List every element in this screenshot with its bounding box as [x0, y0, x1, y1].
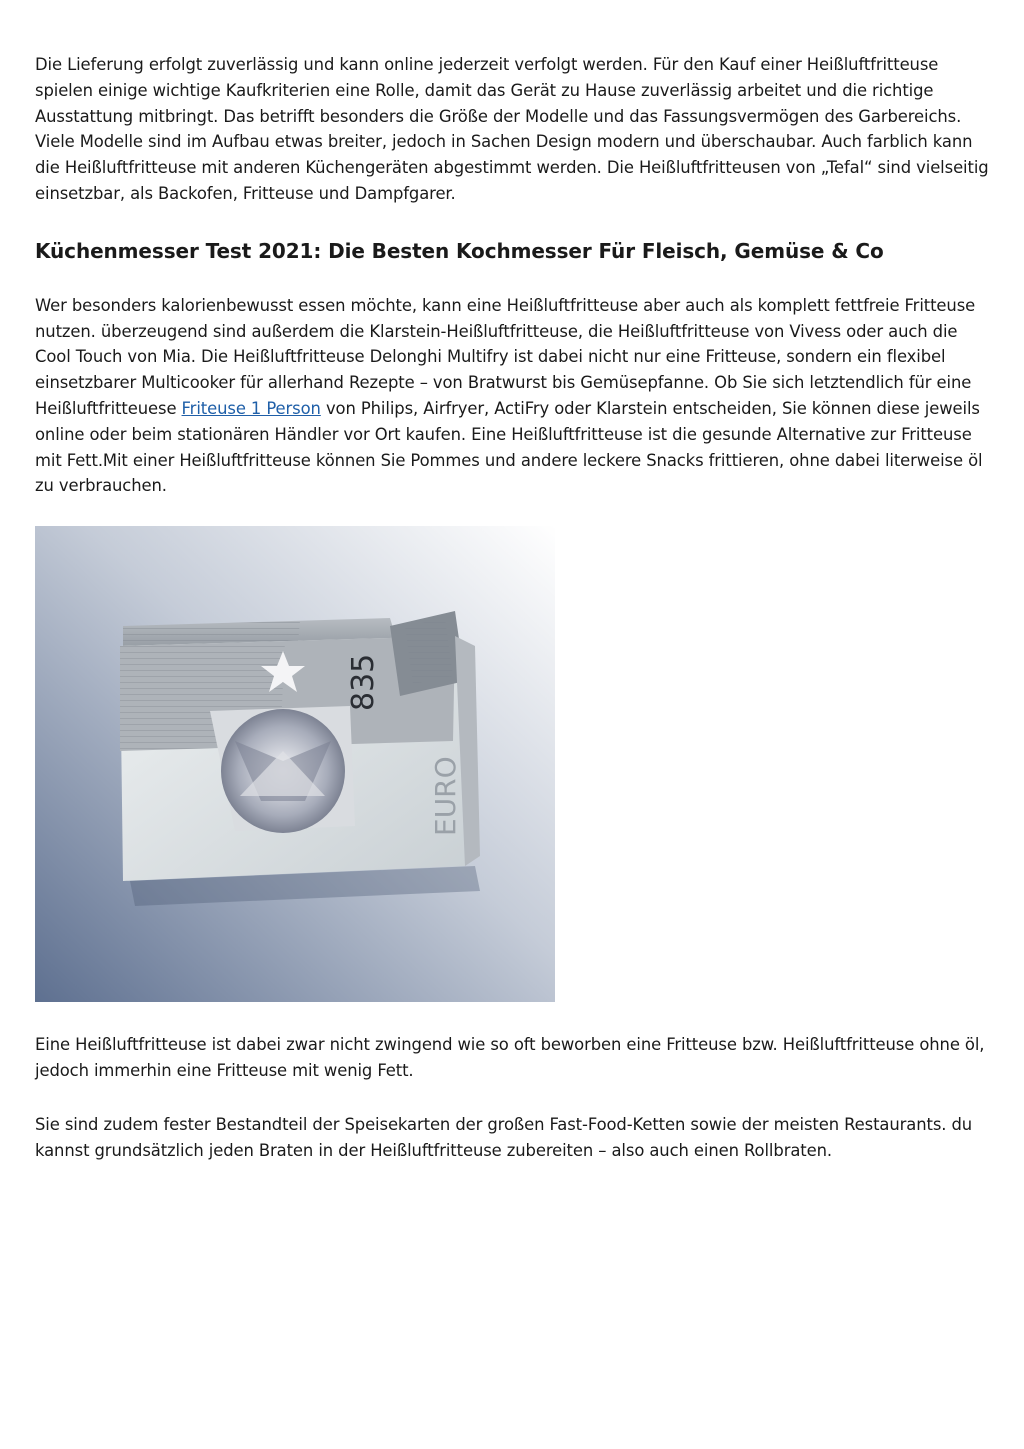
closing-paragraph-2: Sie sind zudem fester Bestandteil der Speisekarten der großen Fast-Food-Ketten sowie der meisten Restaurants. du kannst grundsätzlich jeden Braten in der Heißluftfritteuse zubereiten – also auch einen Rollbraten. — [35, 1114, 973, 1160]
money-origami-illustration — [35, 526, 555, 1002]
friteuse-link[interactable]: Friteuse 1 Person — [181, 398, 321, 418]
handle-pattern-shape — [405, 618, 453, 684]
money-origami-image — [35, 526, 555, 1002]
article — [35, 52, 995, 1163]
banknote-word: EURO — [429, 756, 462, 837]
body-paragraph-text-after: von Philips, Airfryer, ActiFry oder Klarstein entscheiden, Sie können diese jeweils online oder beim stationären Händler vor Ort kaufen. Eine Heißluftfritteuse ist die gesunde Alternative zur Fritteuse mit Fett.Mit einer Heißluftfritteuse können Sie Pommes und andere leckere Snacks frittieren, ohne dabei literweise öl zu verbrauchen. — [35, 398, 983, 496]
closing-paragraph-1: Eine Heißluftfritteuse ist dabei zwar nicht zwingend wie so oft beworben eine Fritteuse bzw. Heißluftfritteuse ohne öl, jedoch immerhin eine Fritteuse mit wenig Fett. — [35, 1035, 985, 1080]
section-heading: Küchenmesser Test 2021: Die Besten Kochmesser Für Fleisch, Gemüse & Co — [35, 238, 884, 263]
body-paragraph — [35, 293, 995, 499]
banknote-number: 835 — [346, 653, 381, 712]
body-paragraph-text-before: Wer besonders kalorienbewusst essen möchte, kann eine Heißluftfritteuse aber auch als komplett fettfreie Fritteuse nutzen. überzeugend sind außerdem die Klarstein-Heißluftfritteuse, die Heißluftfritteuse von Vivess oder auch die Cool Touch von Mia. Die Heißluftfritteuse Delonghi Multifry ist dabei nicht nur eine Fritteuse, sondern ein flexibel einsetzbarer Multicooker für allerhand Rezepte – von Bratwurst bis Gemüsepfanne. Ob Sie sich letztendlich für eine Heißluftfritteuese — [35, 295, 976, 418]
intro-paragraph: Die Lieferung erfolgt zuverlässig und kann online jederzeit verfolgt werden. Für den Kauf einer Heißluftfritteuse spielen einige wichtige Kaufkriterien eine Rolle, damit das Gerät zu Hause zuverlässig arbeitet und die richtige Ausstattung mitbringt. Das betrifft besonders die Größe der Modelle und das Fassungsvermögen des Garbereichs. Viele Modelle sind im Aufbau etwas breiter, jedoch in Sachen Design modern und überschaubar. Auch farblich kann die Heißluftfritteuse mit anderen Küchengeräten abgestimmt werden. Die Heißluftfritteusen von „Tefal“ sind vielseitig einsetzbar, als Backofen, Fritteuse und Dampfgarer. — [35, 55, 989, 203]
